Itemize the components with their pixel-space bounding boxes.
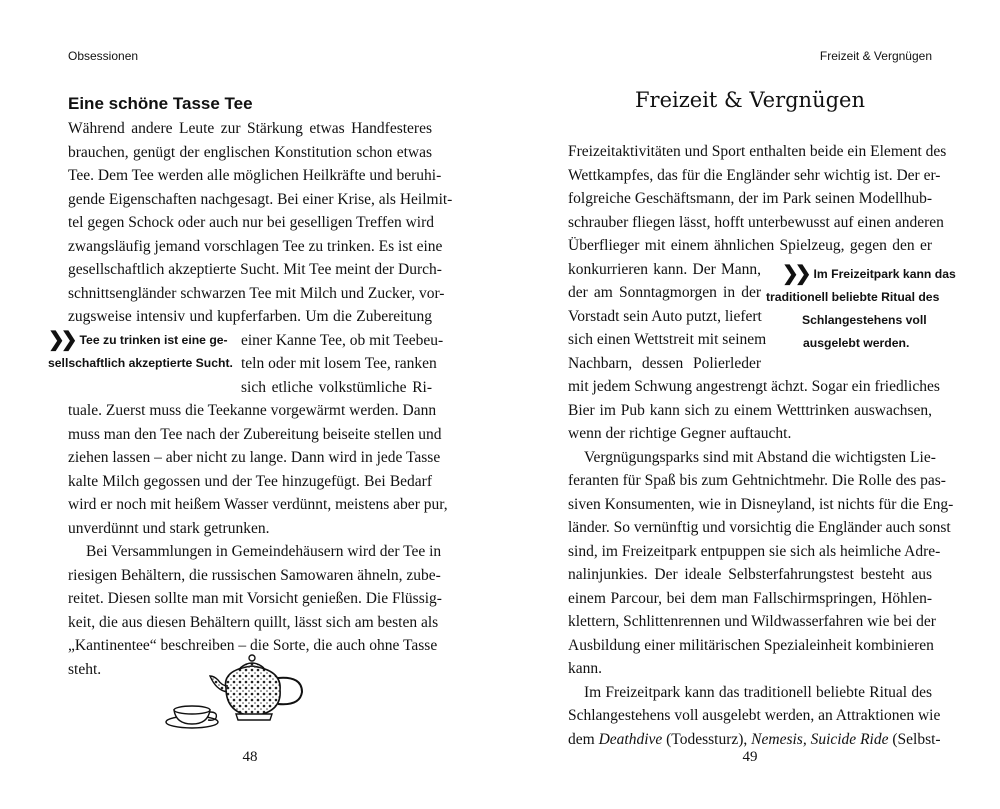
- page-number-left: 48: [242, 749, 258, 765]
- text-line: schnittsengländer schwarzen Tee mit Milch und Zucker, vor-: [68, 284, 445, 302]
- pull-quote-line: ❯❯ Tee zu trinken ist eine ge-: [48, 329, 228, 351]
- text-line: sich einen Wettstreit mit seinem: [568, 331, 767, 348]
- text-line: muss man den Tee nach der Zubereitung beiseite stellen und: [68, 425, 442, 443]
- text-line: keit, die aus diesen Behältern quillt, lässt sich am besten als: [68, 613, 439, 631]
- pull-quote-line: Schlangestehens voll: [802, 313, 927, 327]
- text-line: einem Parcour, bei dem man Fallschirmspringen, Höhlen-: [568, 589, 932, 607]
- text-line: siven Konsumenten, wie in Disneyland, ist nichts für die Eng-: [568, 495, 954, 513]
- text-line: Tee. Dem Tee werden alle möglichen Heilkräfte und beruhi-: [68, 167, 442, 184]
- chapter-heading-left: Eine schöne Tasse Tee: [68, 94, 253, 113]
- text-line: Im Freizeitpark kann das traditionell beliebte Ritual des: [584, 683, 932, 701]
- text-line: mit jedem Schwung angestrengt ächzt. Sogar ein friedliches: [568, 378, 940, 395]
- text-line: Vorstadt sein Auto putzt, liefert: [568, 307, 762, 325]
- text-line: dem Deathdive (Todessturz), Nemesis, Suicide Ride (Selbst-: [568, 730, 941, 748]
- text-line: riesigen Behältern, die russischen Samowaren ähneln, zube-: [68, 566, 441, 584]
- text-line: kalte Milch gegossen und der Tee hinzugefügt. Bei Bedarf: [68, 472, 432, 490]
- double-chevron-icon: ❯❯: [782, 263, 808, 285]
- text-line: Während andere Leute zur Stärkung etwas Handfesteres: [68, 120, 432, 137]
- text-line: sich etliche volkstümliche Ri-: [241, 378, 432, 396]
- right-page: [500, 0, 1000, 809]
- text-line: tuale. Zuerst muss die Teekanne vorgewärmt werden. Dann: [68, 402, 437, 419]
- text-line: steht.: [68, 660, 102, 678]
- text-line: Vergnügungsparks sind mit Abstand die wichtigsten Lie-: [584, 448, 936, 466]
- text-line: teln oder mit losem Tee, ranken: [241, 355, 437, 372]
- text-line: zugsweise intensiv und kupferfarben. Um die Zubereitung: [68, 308, 432, 325]
- text-line: kann.: [568, 660, 603, 677]
- pull-quote-line: traditionell beliebte Ritual des: [766, 290, 940, 304]
- text-line: Nachbarn, dessen Polierleder: [568, 354, 761, 372]
- text-line: Freizeitaktivitäten und Sport enthalten beide ein Element des: [568, 143, 947, 160]
- teapot-and-cup-icon: [160, 650, 320, 740]
- text-line: zwangsläufig jemand vorschlagen Tee zu trinken. Es ist eine: [68, 237, 443, 255]
- text-line: wenn der richtige Gegner auftaucht.: [568, 425, 792, 442]
- text-line: brauchen, genügt der englischen Konstitution schon etwas: [68, 143, 432, 161]
- text-line: feranten für Spaß bis zum Gehtnichtmehr. Die Rolle des pas-: [568, 472, 946, 489]
- page-number-right: 49: [742, 749, 758, 765]
- running-head-left: Obsessionen: [68, 49, 139, 63]
- double-chevron-icon: ❯❯: [48, 329, 74, 351]
- pull-quote-line: sellschaftlich akzeptierte Sucht.: [48, 356, 233, 370]
- text-line: der am Sonntagmorgen in der: [568, 284, 761, 301]
- text-line: konkurrieren kann. Der Mann,: [568, 260, 761, 278]
- text-line: tel gegen Schock oder auch nur bei geselligen Treffen wird: [68, 214, 435, 231]
- text-line: Ausbildung einer militärischen Spezialeinheit kombinieren: [568, 636, 934, 654]
- pull-quote-line: ausgelebt werden.: [803, 336, 910, 350]
- text-line: länder. So vernünftig und vorsichtig die Engländer auch sonst: [568, 519, 951, 536]
- text-line: nalinjunkies. Der ideale Selbsterfahrungstest besteht aus: [568, 566, 932, 583]
- text-line: unverdünnt und stark getrunken.: [68, 519, 270, 537]
- text-line: einer Kanne Tee, ob mit Teebeu-: [241, 331, 444, 349]
- text-line: gende Eigenschaften nachgesagt. Bei einer Krise, als Heilmit-: [68, 190, 453, 208]
- running-head-right: Freizeit & Vergnügen: [819, 49, 932, 63]
- text-line: Wettkampfes, das für die Engländer sehr wichtig ist. Der er-: [568, 166, 941, 184]
- text-line: gesellschaftlich akzeptierte Sucht. Mit Tee meint der Durch-: [68, 261, 442, 278]
- pull-quote-line: ❯❯ Im Freizeitpark kann das: [782, 263, 956, 285]
- chapter-heading-right: Freizeit & Vergnügen: [634, 88, 866, 112]
- text-line: klettern, Schlittenrennen und Wildwasserfahren wie bei der: [568, 613, 936, 630]
- text-line: Bier im Pub kann sich zu einem Wetttrinken auswachsen,: [568, 401, 932, 419]
- text-line: reitet. Diesen sollte man mit Vorsicht genießen. Die Flüssig-: [68, 590, 442, 607]
- text-line: Überflieger mit einem ähnlichen Spielzeug, gegen den er: [568, 237, 932, 254]
- text-line: „Kantinentee“ beschreiben – die Sorte, die auch ohne Tasse: [68, 637, 438, 654]
- text-line: wird er noch mit heißem Wasser verdünnt, meistens aber pur,: [68, 496, 448, 513]
- text-line: folgreiche Geschäftsmann, der im Park seinen Modellhub-: [568, 190, 932, 207]
- text-line: Bei Versammlungen in Gemeindehäusern wird der Tee in: [86, 543, 442, 560]
- text-line: sind, im Freizeitpark entpuppen sie sich als heimliche Adre-: [568, 542, 941, 560]
- text-line: schrauber fliegen lässt, hofft unterbewusst auf einen anderen: [568, 213, 944, 231]
- text-line: Schlangestehens voll ausgelebt werden, an Attraktionen wie: [568, 707, 941, 724]
- text-line: ziehen lassen – aber nicht zu lange. Dann wird in jede Tasse: [68, 449, 441, 466]
